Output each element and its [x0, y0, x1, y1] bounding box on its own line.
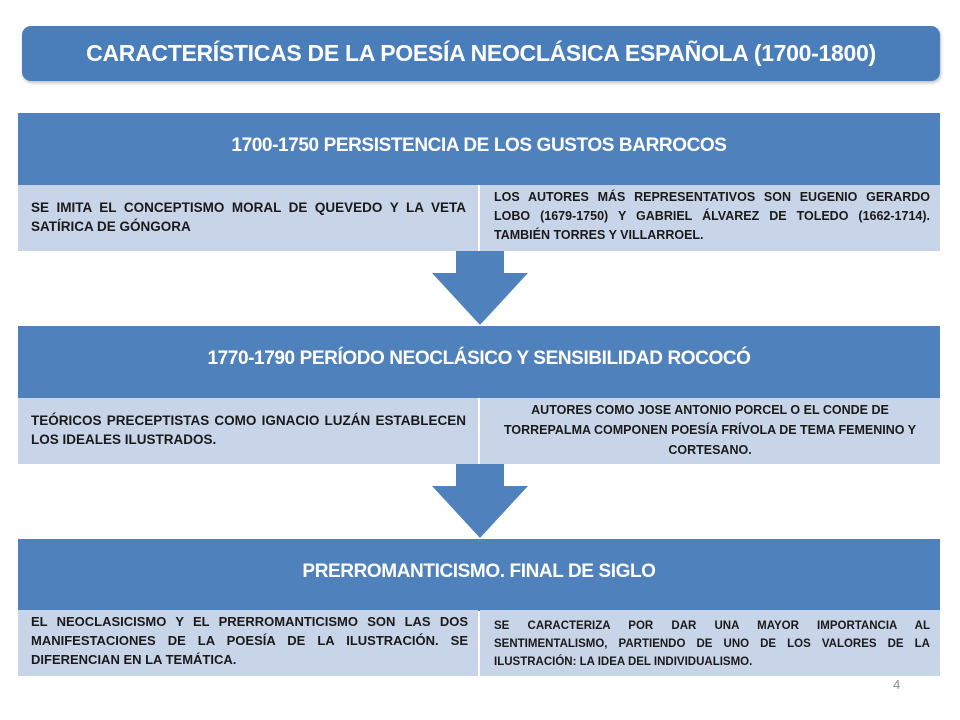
- section-1-header: [18, 113, 940, 185]
- section-3-heading: PRERROMANTICISMO. FINAL DE SIGLO: [302, 561, 656, 582]
- section-3-left-box: EL NEOCLASICISMO Y EL PRERROMANTICISMO SON LAS DOS MANIFESTACIONES DE LA POESÍA DE LA ILUSTRACIÓN. SE DIFERENCIAN EN LA TEMÁTICA.: [18, 610, 478, 676]
- section-2-left-box: TEÓRICOS PRECEPTISTAS COMO IGNACIO LUZÁN ESTABLECEN LOS IDEALES ILUSTRADOS.: [18, 398, 478, 464]
- section-1-right-box: LOS AUTORES MÁS REPRESENTATIVOS SON EUGENIO GERARDO LOBO (1679-1750) Y GABRIEL ÁLVAREZ DE TOLEDO (1662-1714). TAMBIÉN TORRES Y VILLARROEL.: [480, 185, 940, 251]
- section-3-header: [18, 539, 940, 611]
- down-arrow-icon: [432, 273, 528, 325]
- section-2-heading: 1770-1790 PERÍODO NEOCLÁSICO Y SENSIBILIDAD ROCOCÓ: [207, 348, 751, 369]
- section-2-header: [18, 326, 940, 398]
- arrow-2-stem: [456, 464, 504, 486]
- down-arrow-icon: [432, 486, 528, 538]
- page-number: 4: [893, 677, 901, 692]
- section-3-right-box: SE CARACTERIZA POR DAR UNA MAYOR IMPORTANCIA AL SENTIMENTALISMO, PARTIENDO DE UNO DE LOS VALORES DE LA ILUSTRACIÓN: LA IDEA DEL INDIVIDUALISMO.: [480, 610, 940, 676]
- section-1-left-box: SE IMITA EL CONCEPTISMO MORAL DE QUEVEDO Y LA VETA SATÍRICA DE GÓNGORA: [18, 185, 478, 251]
- slide-title: CARACTERÍSTICAS DE LA POESÍA NEOCLÁSICA ESPAÑOLA (1700-1800): [86, 40, 876, 66]
- title-bar: [22, 26, 940, 81]
- section-1-heading: 1700-1750 PERSISTENCIA DE LOS GUSTOS BARROCOS: [231, 135, 727, 156]
- arrow-1-stem: [456, 251, 504, 273]
- section-2-right-box: AUTORES COMO JOSE ANTONIO PORCEL O EL CONDE DE TORREPALMA COMPONEN POESÍA FRÍVOLA DE TEMA FEMENINO Y CORTESANO.: [480, 398, 940, 464]
